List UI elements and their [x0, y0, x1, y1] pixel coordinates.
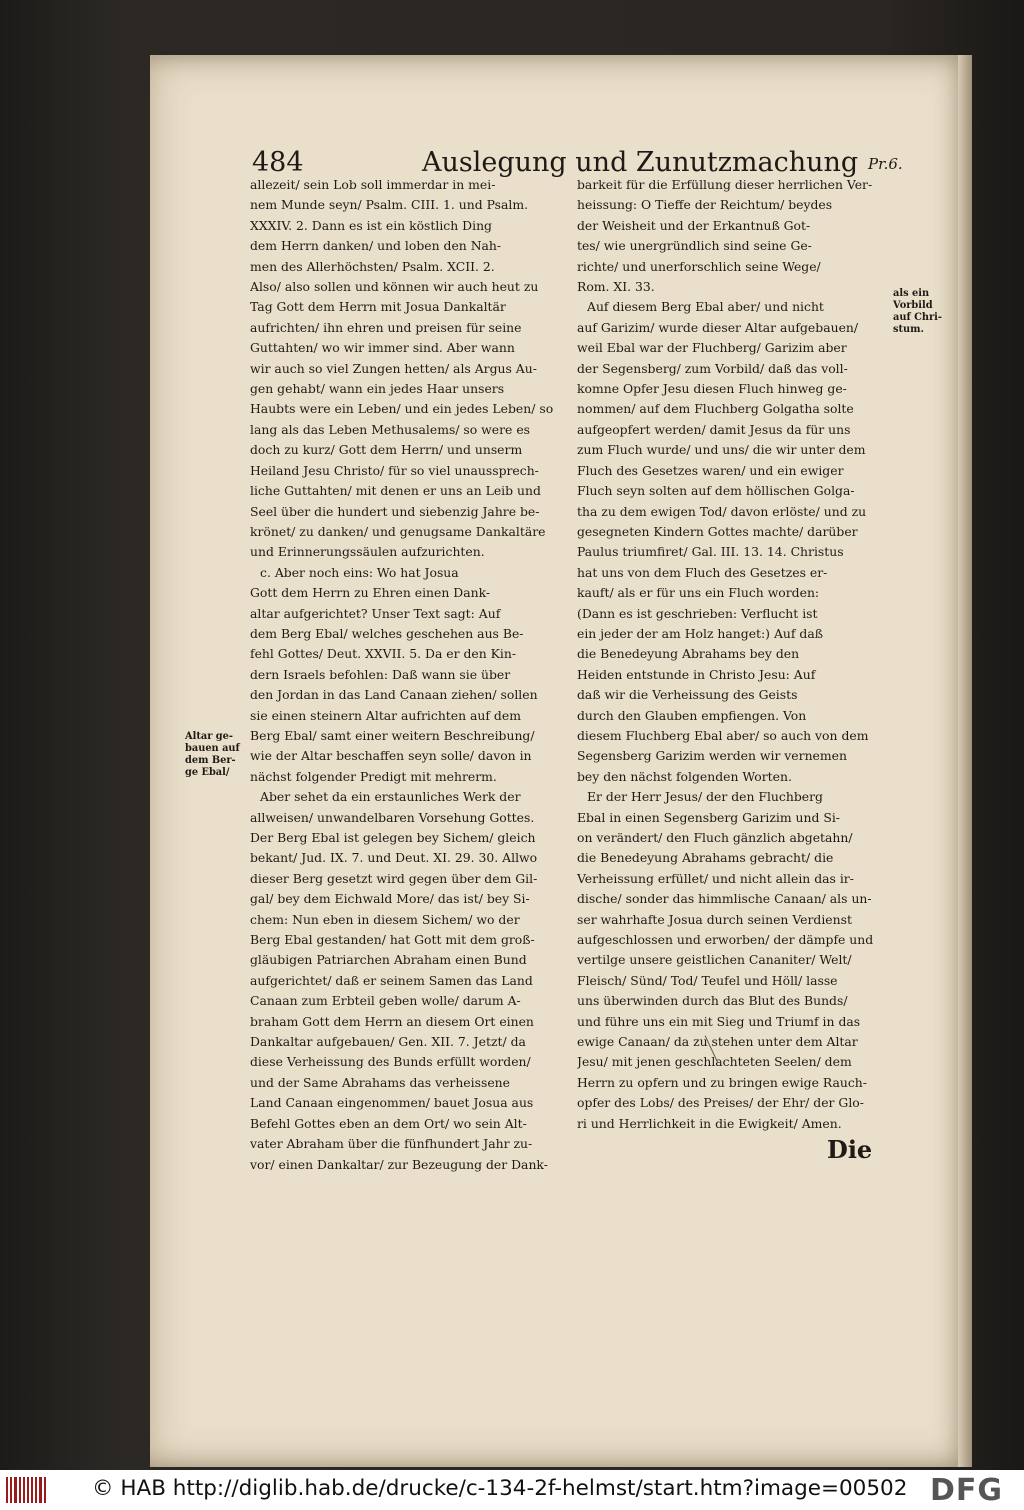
- text-line: liche Guttahten/ mit denen er uns an Leib und: [250, 483, 541, 499]
- text-line: diesem Fluchberg Ebal aber/ so auch von dem: [577, 727, 869, 743]
- text-line: fehl Gottes/ Deut. XXVII. 5. Da er den Kin-: [250, 646, 517, 662]
- text-line: dem Herrn danken/ und loben den Nah-: [250, 238, 502, 254]
- text-line: nächst folgender Predigt mit mehrerm.: [250, 768, 497, 784]
- text-line: Tag Gott dem Herrn mit Josua Dankaltär: [250, 299, 506, 315]
- text-line: wir auch so viel Zungen hetten/ als Argus Au-: [250, 360, 537, 376]
- text-line: Also/ also sollen und können wir auch heut zu: [250, 279, 539, 295]
- margin-note-right: [893, 288, 942, 336]
- text-line: der Segensberg/ zum Vorbild/ daß das voll-: [577, 360, 848, 376]
- running-title: Auslegung und Zunutzmachung: [422, 147, 859, 178]
- text-line: kauft/ als er für uns ein Fluch worden:: [577, 585, 820, 601]
- text-line: braham Gott dem Herrn an diesem Ort einen: [250, 1013, 534, 1029]
- text-line: Fluch seyn solten auf dem höllischen Golga-: [577, 483, 855, 499]
- text-line: XXXIV. 2. Dann es ist ein köstlich Ding: [250, 217, 492, 233]
- text-line: on verändert/ den Fluch gänzlich abgetahn/: [577, 830, 853, 845]
- text-line: Jesu/ mit jenen geschlachteten Seelen/ dem: [577, 1054, 852, 1070]
- catchword: Die: [827, 1135, 873, 1164]
- text-line: Paulus triumfiret/ Gal. III. 13. 14. Christus: [577, 544, 844, 560]
- margin-line: als ein: [893, 288, 930, 299]
- text-line: Gott dem Herrn zu Ehren einen Dank-: [250, 585, 491, 601]
- text-line: sie einen steinern Altar aufrichten auf dem: [250, 707, 521, 723]
- text-line: aufrichten/ ihn ehren und preisen für seine: [250, 319, 522, 335]
- page-gutter-shadow: [958, 55, 972, 1467]
- barcode-icon: [6, 1477, 46, 1503]
- text-line: und der Same Abrahams das verheissene: [250, 1074, 510, 1090]
- page-number: 484: [252, 147, 304, 178]
- text-line: gal/ bey dem Eichwald More/ das ist/ bey Si-: [250, 891, 530, 907]
- margin-line: Altar ge-: [185, 731, 233, 742]
- text-line: ewige Canaan/ da zu stehen unter dem Altar: [577, 1034, 858, 1050]
- text-line: Ebal in einen Segensberg Garizim und Si-: [577, 809, 840, 825]
- text-line: vertilge unsere geistlichen Cananiter/ Welt/: [577, 952, 852, 968]
- text-line: nem Munde seyn/ Psalm. CIII. 1. und Psalm.: [250, 197, 529, 213]
- text-line: dern Israels befohlen: Daß wann sie über: [250, 666, 511, 682]
- text-line: Seel über die hundert und siebenzig Jahre be-: [250, 503, 540, 519]
- text-line: Berg Ebal gestanden/ hat Gott mit dem groß-: [250, 932, 535, 948]
- text-line: Der Berg Ebal ist gelegen bey Sichem/ gleich: [250, 830, 536, 845]
- text-line: gesegneten Kindern Gottes machte/ darüber: [577, 523, 858, 539]
- text-line: (Dann es ist geschrieben: Verflucht ist: [577, 605, 818, 621]
- text-line: Herrn zu opfern und zu bringen ewige Rauch-: [577, 1074, 867, 1090]
- text-line: dem Berg Ebal/ welches geschehen aus Be-: [250, 625, 524, 641]
- text-line: bekant/ Jud. IX. 7. und Deut. XI. 29. 30. Allwo: [250, 850, 538, 866]
- text-line: Rom. XI. 33.: [577, 279, 655, 295]
- text-line: aufgeschlossen und erworben/ der dämpfe und: [577, 932, 874, 948]
- text-line: bey den nächst folgenden Worten.: [577, 768, 792, 784]
- text-line: Aber sehet da ein erstaunliches Werk der: [260, 789, 521, 805]
- text-line: allweisen/ unwandelbaren Vorsehung Gottes.: [250, 809, 535, 825]
- text-line: Land Canaan eingenommen/ bauet Josua aus: [250, 1095, 534, 1111]
- text-line: hat uns von dem Fluch des Gesetzes er-: [577, 564, 828, 580]
- source-url[interactable]: © HAB http://diglib.hab.de/drucke/c-134-2f-helmst/start.htm?image=00502: [92, 1476, 908, 1501]
- text-line: lang als das Leben Methusalems/ so were es: [250, 421, 531, 437]
- text-line: chem: Nun eben in diesem Sichem/ wo der: [250, 911, 520, 927]
- margin-note-left: [185, 731, 240, 779]
- text-line: c. Aber noch eins: Wo hat Josua: [260, 564, 459, 580]
- text-line: tha zu dem ewigen Tod/ davon erlöste/ und zu: [577, 503, 867, 519]
- text-line: komne Opfer Jesu diesen Fluch hinweg ge-: [577, 381, 847, 397]
- text-line: aufgeopfert werden/ damit Jesus da für uns: [577, 421, 851, 437]
- text-line: die Benedeyung Abrahams bey den: [577, 646, 800, 662]
- text-line: opfer des Lobs/ des Preises/ der Ehr/ der Glo-: [577, 1095, 864, 1111]
- text-line: ein jeder der am Holz hanget:) Auf daß: [577, 625, 823, 641]
- text-line: barkeit für die Erfüllung dieser herrlichen Ver-: [577, 177, 873, 192]
- text-line: krönet/ zu danken/ und genugsame Dankaltäre: [250, 523, 546, 539]
- text-line: Auf diesem Berg Ebal aber/ und nicht: [587, 299, 824, 315]
- text-line: Heiden entstunde in Christo Jesu: Auf: [577, 666, 816, 682]
- text-line: und Erinnerungssäulen aufzurichten.: [250, 544, 485, 560]
- signature-mark: Pr.6.: [868, 155, 903, 173]
- text-line: daß wir die Verheissung des Geists: [577, 687, 798, 703]
- text-line: den Jordan in das Land Canaan ziehen/ sollen: [250, 687, 538, 703]
- margin-line: bauen auf: [185, 743, 240, 754]
- text-line: dieser Berg gesetzt wird gegen über dem Gil-: [250, 870, 538, 886]
- text-line: Fluch des Gesetzes waren/ und ein ewiger: [577, 462, 844, 478]
- text-line: Dankaltar aufgebauen/ Gen. XII. 7. Jetzt/ da: [250, 1034, 526, 1050]
- text-line: tes/ wie unergründlich sind seine Ge-: [577, 238, 812, 254]
- text-line: der Weisheit und der Erkantnuß Got-: [577, 217, 811, 233]
- text-line: nommen/ auf dem Fluchberg Golgatha solte: [577, 401, 854, 417]
- margin-line: auf Chri-: [893, 312, 942, 323]
- text-line: zum Fluch wurde/ und uns/ die wir unter dem: [577, 442, 866, 458]
- text-line: auf Garizim/ wurde dieser Altar aufgebauen/: [577, 319, 859, 335]
- text-line: weil Ebal war der Fluchberg/ Garizim aber: [577, 340, 847, 356]
- text-line: durch den Glauben empfiengen. Von: [577, 707, 807, 723]
- text-line: ser wahrhafte Josua durch seinen Verdienst: [577, 911, 852, 927]
- text-line: men des Allerhöchsten/ Psalm. XCII. 2.: [250, 258, 495, 274]
- text-line: Segensberg Garizim werden wir vernemen: [577, 748, 847, 764]
- text-line: Befehl Gottes eben an dem Ort/ wo sein Alt-: [250, 1115, 527, 1131]
- text-line: vor/ einen Dankaltar/ zur Bezeugung der Dank-: [250, 1156, 548, 1172]
- text-line: vater Abraham über die fünfhundert Jahr zu-: [250, 1136, 533, 1152]
- text-line: allezeit/ sein Lob soll immerdar in mei-: [250, 177, 496, 192]
- text-line: Heiland Jesu Christo/ für so viel unaussprech-: [250, 462, 539, 478]
- text-line: die Benedeyung Abrahams gebracht/ die: [577, 850, 834, 866]
- viewer-footer: [0, 1470, 1024, 1510]
- margin-line: ge Ebal/: [185, 767, 230, 778]
- text-line: heissung: O Tieffe der Reichtum/ beydes: [577, 197, 833, 213]
- text-line: Er der Herr Jesus/ der den Fluchberg: [587, 789, 823, 805]
- left-text-column: [250, 175, 566, 1175]
- right-text-column: [577, 175, 890, 1134]
- dfg-logo: DFG: [930, 1473, 1004, 1508]
- text-line: gen gehabt/ wann ein jedes Haar unsers: [250, 381, 505, 397]
- text-line: Canaan zum Erbteil geben wolle/ darum A-: [250, 993, 521, 1009]
- text-line: Fleisch/ Sünd/ Tod/ Teufel und Höll/ lasse: [577, 972, 838, 988]
- margin-line: dem Ber-: [185, 755, 236, 766]
- text-line: altar aufgerichtet? Unser Text sagt: Auf: [250, 605, 501, 621]
- text-line: wie der Altar beschaffen seyn solle/ davon in: [250, 748, 532, 764]
- text-line: Berg Ebal/ samt einer weitern Beschreibung/: [250, 727, 535, 743]
- text-line: ri und Herrlichkeit in die Ewigkeit/ Amen.: [577, 1115, 842, 1131]
- margin-line: stum.: [893, 324, 924, 335]
- text-line: und führe uns ein mit Sieg und Triumf in das: [577, 1013, 861, 1029]
- text-line: Verheissung erfüllet/ und nicht allein das ir-: [577, 870, 854, 886]
- text-line: diese Verheissung des Bunds erfüllt worden/: [250, 1054, 531, 1070]
- text-line: aufgerichtet/ daß er seinem Samen das Land: [250, 972, 533, 988]
- text-line: Guttahten/ wo wir immer sind. Aber wann: [250, 340, 515, 356]
- text-line: doch zu kurz/ Gott dem Herrn/ und unserm: [250, 442, 523, 458]
- text-line: richte/ und unerforschlich seine Wege/: [577, 258, 821, 274]
- text-line: gläubigen Patriarchen Abraham einen Bund: [250, 952, 527, 968]
- text-line: dische/ sonder das himmlische Canaan/ als un-: [577, 891, 872, 907]
- text-line: uns überwinden durch das Blut des Bunds/: [577, 993, 848, 1009]
- margin-line: Vorbild: [893, 300, 933, 311]
- book-page: [150, 55, 972, 1467]
- text-line: Haubts were ein Leben/ und ein jedes Leben/ so: [250, 401, 554, 417]
